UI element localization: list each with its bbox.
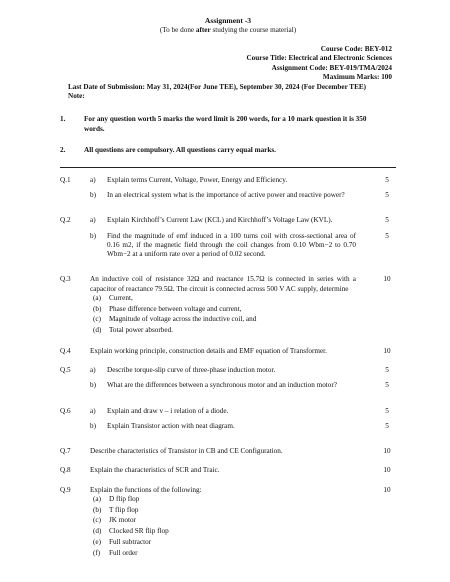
question-number: Q.9 — [60, 485, 71, 494]
subtitle-text-pre: (To be done — [159, 25, 196, 34]
note-text: All questions are compulsory. All questions carry equal marks. — [84, 145, 276, 154]
note-label: Note: — [68, 92, 85, 101]
sub-item-text: Full subtractor — [109, 538, 152, 547]
sub-item — [93, 495, 396, 504]
question-number: Q.6 — [60, 406, 71, 415]
question-2 — [60, 216, 396, 265]
sub-item-text: Magnitude of voltage across the inductive coil, and — [109, 315, 257, 324]
part-marks: 5 — [385, 231, 389, 240]
sub-item-label: (c) — [93, 315, 101, 324]
question-3 — [60, 275, 396, 337]
sub-item — [93, 315, 396, 324]
note-item — [60, 115, 396, 133]
last-date-of-submission: Last Date of Submission: May 31, 2024(For June TEE), September 30, 2024 (For December TEE) — [68, 82, 367, 91]
part-text: Describe torque-slip curve of three-phase induction motor. — [107, 366, 276, 375]
question-1 — [60, 176, 396, 206]
sub-item-label: (c) — [93, 516, 101, 525]
question-marks: 10 — [383, 275, 391, 284]
question-part — [90, 232, 396, 260]
sub-item-label: (b) — [93, 304, 102, 313]
sub-item-text: Full order — [109, 548, 138, 557]
part-text: In an electrical system what is the importance of active power and reactive power? — [107, 191, 345, 200]
question-6 — [60, 407, 396, 437]
question-part — [90, 407, 396, 416]
part-marks: 5 — [385, 366, 389, 375]
note-number: 2. — [60, 145, 66, 154]
question-text: Explain the functions of the following: — [90, 485, 202, 494]
sub-item — [93, 506, 396, 515]
questions-list — [60, 176, 396, 560]
question-text: Explain working principle, construction details and EMF equation of Transformer. — [90, 347, 327, 356]
sub-item-label: (a) — [93, 494, 101, 503]
part-label: b) — [90, 191, 96, 200]
part-text: Explain Kirchhoff’s Current Law (KCL) and Kirchhoff’s Voltage Law (KVL). — [107, 216, 333, 225]
part-label: a) — [90, 216, 96, 225]
part-text: What are the differences between a synchronous motor and an induction motor? — [107, 381, 337, 390]
question-marks: 10 — [383, 447, 391, 456]
question-4 — [60, 347, 396, 356]
part-marks: 5 — [385, 381, 389, 390]
part-label: a) — [90, 366, 96, 375]
sub-item — [93, 527, 396, 536]
question-5 — [60, 366, 396, 396]
question-number: Q.1 — [60, 176, 71, 185]
question-9 — [60, 486, 396, 560]
sub-item — [93, 549, 396, 558]
part-text: Explain and draw v – i relation of a diode. — [107, 406, 229, 415]
sub-item-text: T flip flop — [109, 505, 139, 514]
sub-item-label: (e) — [93, 538, 101, 547]
part-label: a) — [90, 406, 96, 415]
sub-item-text: Current, — [109, 293, 133, 302]
note-text: For any question worth 5 marks the word limit is 200 words, for a 10 mark question it is 350 words. — [84, 115, 367, 133]
sub-item-label: (a) — [93, 293, 101, 302]
subtitle-text-post: studying the course material) — [210, 25, 297, 34]
question-number: Q.8 — [60, 466, 71, 475]
sub-item — [93, 538, 396, 547]
question-part — [90, 191, 396, 200]
part-label: a) — [90, 176, 96, 185]
sub-item-text: Clocked SR flip flop — [109, 527, 169, 536]
sub-item-text: Phase difference between voltage and current, — [109, 304, 242, 313]
question-8 — [60, 466, 396, 475]
question-marks: 10 — [383, 466, 391, 475]
part-marks: 5 — [385, 421, 389, 430]
note-item — [60, 146, 396, 155]
question-marks: 10 — [383, 347, 391, 356]
part-label: b) — [90, 381, 96, 390]
sub-item — [93, 516, 396, 525]
subtitle-text-bold: after — [195, 25, 211, 34]
question-part — [90, 366, 396, 375]
part-label: b) — [90, 231, 96, 240]
divider — [60, 167, 396, 168]
question-part — [90, 176, 396, 185]
assignment-title: Assignment -3 — [204, 16, 252, 25]
part-label: b) — [90, 421, 96, 430]
course-title: Course Title: Electrical and Electronic Sciences — [246, 54, 392, 63]
part-marks: 5 — [385, 191, 389, 200]
assignment-code: Assignment Code: BEY-019/TMA/2024 — [271, 63, 392, 72]
question-part — [90, 422, 396, 431]
note-number: 1. — [60, 115, 66, 124]
question-text: An inductive coil of resistance 32Ω and reactance 15.7Ω is connected in series with a capacitor of reactance 79.5Ω. The circuit is connected across 500 V AC supply, determine — [90, 275, 356, 293]
question-number: Q.5 — [60, 366, 71, 375]
question-part — [90, 216, 396, 225]
part-marks: 5 — [385, 176, 389, 185]
question-number: Q.2 — [60, 216, 71, 225]
sub-item-label: (d) — [93, 527, 102, 536]
sub-item — [93, 305, 396, 314]
question-part — [90, 381, 396, 390]
assignment-subtitle — [60, 26, 396, 35]
course-meta — [60, 45, 392, 83]
question-marks: 10 — [383, 485, 391, 494]
course-code: Course Code: BEY-012 — [320, 44, 392, 53]
part-marks: 5 — [385, 216, 389, 225]
question-number: Q.3 — [60, 275, 71, 284]
maximum-marks: Maximum Marks: 100 — [322, 73, 392, 82]
sub-item — [93, 294, 396, 303]
sub-item-label: (d) — [93, 326, 102, 335]
question-number: Q.7 — [60, 447, 71, 456]
question-number: Q.4 — [60, 347, 71, 356]
question-text: Explain the characteristics of SCR and Traic. — [90, 466, 220, 475]
notes-list — [60, 115, 396, 155]
sub-items — [93, 495, 396, 558]
part-text: Explain Transistor action with neat diagram. — [107, 421, 235, 430]
sub-items — [93, 294, 396, 336]
question-text: Describe characteristics of Transistor in CB and CE Configuration. — [90, 447, 283, 456]
sub-item — [93, 326, 396, 335]
sub-item-label: (b) — [93, 505, 102, 514]
sub-item-text: D flip flop — [109, 494, 140, 503]
sub-item-text: Total power absorbed. — [109, 326, 173, 335]
part-text: Explain terms Current, Voltage, Power, Energy and Efficiency. — [107, 176, 288, 185]
sub-item-label: (f) — [93, 548, 101, 557]
part-text: Find the magnitude of emf induced in a 100 turns coil with cross-sectional area of 0.16 m2, if the magnetic field through the coil changes from 0.10 Wbm−2 to 0.70 Wbm−2 at a uniform rate over a period of 0.02 second. — [107, 231, 356, 259]
sub-item-text: JK motor — [109, 516, 136, 525]
question-7 — [60, 447, 396, 456]
part-marks: 5 — [385, 406, 389, 415]
